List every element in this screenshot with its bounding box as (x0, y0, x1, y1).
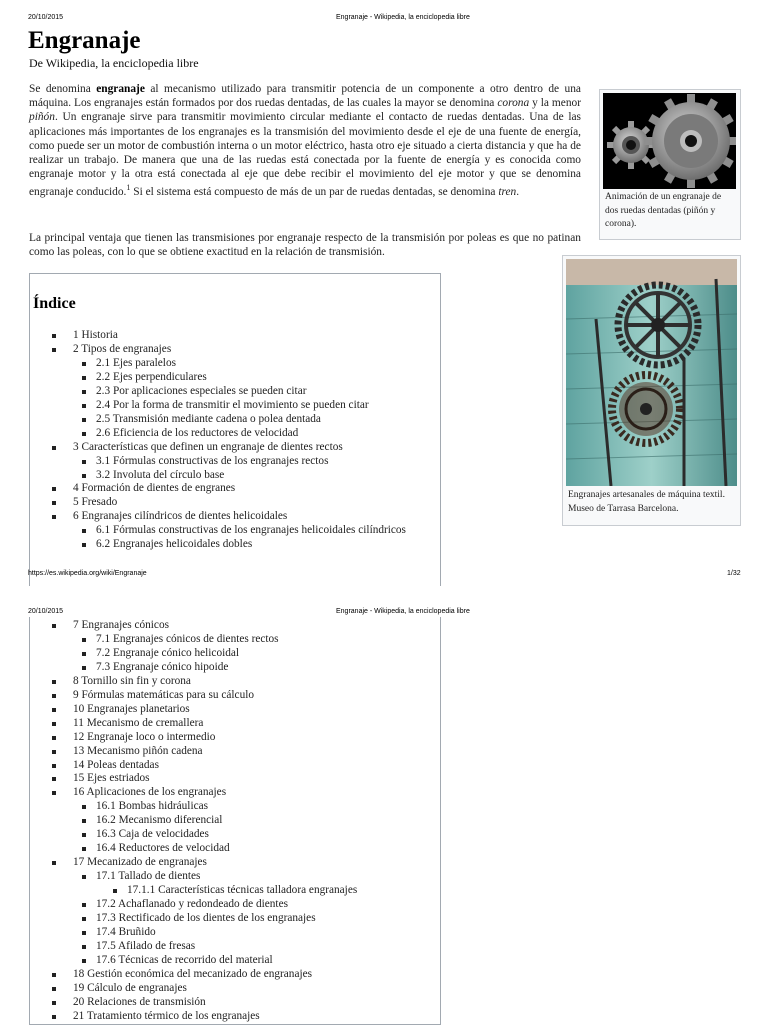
textile-machine-figure (562, 255, 741, 526)
toc-item[interactable]: 21 Tratamiento térmico de los engranajes (30, 1010, 440, 1024)
toc-item[interactable]: 2.2 Ejes perpendiculares (30, 371, 440, 385)
toc-item[interactable]: 7 Engranajes cónicos (30, 619, 440, 633)
toc-item[interactable]: 1 Historia (30, 329, 440, 343)
toc-item[interactable]: 18 Gestión económica del mecanizado de engranajes (30, 968, 440, 982)
page-title: Engranaje (28, 27, 141, 54)
advantage-paragraph: La principal ventaja que tienen las transmisiones por engranaje respecto de la transmisión por poleas es que no patinan como las poleas, con lo que se obtiene exactitud en la relación de transmisión. (29, 232, 581, 259)
toc-item[interactable]: 3.1 Fórmulas constructivas de los engranajes rectos (30, 455, 440, 469)
toc-item[interactable]: 2.5 Transmisión mediante cadena o polea dentada (30, 413, 440, 427)
intro-paragraph: Se denomina engranaje al mecanismo utilizado para transmitir potencia de un componente a otro dentro de una máquina. Los engranajes están formados por dos ruedas dentadas, de las cuales la mayor se denomina corona y la menor piñón. Un engranaje sirve para transmitir movimiento circular mediante el contacto de ruedas dentadas. Una de las aplicaciones más importantes de los engranajes es la transmisión del movimiento desde el eje de una fuente de energía, como puede ser un motor de combustión interna o un motor eléctrico, hasta otro eje situado a cierta distancia y que ha de realizar un trabajo. De manera que una de las ruedas está conectada por la fuente de energía y es conocida como engranaje motor y la otra está conectada al eje que debe recibir el movimiento del eje motor y que se denomina engranaje conducido.$^1$ Si el sistema está compuesto de más de un par de ruedas dentadas, se denomina tren. (29, 83, 581, 199)
toc-item[interactable]: 2.6 Eficiencia de los reductores de velocidad (30, 427, 440, 441)
toc-item[interactable]: 3 Características que definen un engranaje de dientes rectos (30, 441, 440, 455)
toc-item[interactable]: 14 Poleas dentadas (30, 759, 440, 773)
table-of-contents (29, 273, 441, 586)
toc-item[interactable]: 16.3 Caja de velocidades (30, 828, 440, 842)
toc-item[interactable]: 6.2 Engranajes helicoidales dobles (30, 538, 440, 552)
toc-item[interactable]: 9 Fórmulas matemáticas para su cálculo (30, 689, 440, 703)
toc-item[interactable]: 16.2 Mecanismo diferencial (30, 814, 440, 828)
toc-item[interactable]: 17 Mecanizado de engranajes (30, 856, 440, 870)
toc-item[interactable]: 16 Aplicaciones de los engranajes (30, 786, 440, 800)
page-subtitle: De Wikipedia, la enciclopedia libre (29, 56, 199, 70)
page1-header-title: Engranaje - Wikipedia, la enciclopedia libre (336, 14, 470, 21)
toc-item[interactable]: 7.1 Engranajes cónicos de dientes rectos (30, 633, 440, 647)
figure2-caption: Engranajes artesanales de máquina textil. Museo de Tarrasa Barcelona. (568, 490, 725, 514)
toc-item[interactable]: 6 Engranajes cilíndricos de dientes helicoidales (30, 510, 440, 524)
toc-item[interactable]: 7.3 Engranaje cónico hipoide (30, 661, 440, 675)
toc-heading: Índice (33, 295, 76, 312)
page2-header-title: Engranaje - Wikipedia, la enciclopedia libre (336, 608, 470, 615)
toc-item[interactable]: 17.4 Bruñido (30, 926, 440, 940)
term-engranaje: engranaje (96, 83, 145, 95)
table-of-contents-continued (29, 617, 441, 1025)
page2-header-date: 20/10/2015 (28, 608, 64, 615)
gear-animation-image[interactable] (603, 93, 736, 189)
toc-item[interactable]: 20 Relaciones de transmisión (30, 996, 440, 1010)
toc-item[interactable]: 13 Mecanismo piñón cadena (30, 745, 440, 759)
toc-item[interactable]: 17.2 Achaflanado y redondeado de dientes (30, 898, 440, 912)
toc-item[interactable]: 5 Fresado (30, 496, 440, 510)
toc-item[interactable]: 17.3 Rectificado de los dientes de los engranajes (30, 912, 440, 926)
toc-item[interactable]: 10 Engranajes planetarios (30, 703, 440, 717)
toc-item[interactable]: 17.6 Técnicas de recorrido del material (30, 954, 440, 968)
toc-item[interactable]: 2.4 Por la forma de transmitir el movimiento se pueden citar (30, 399, 440, 413)
toc-item[interactable]: 16.1 Bombas hidráulicas (30, 800, 440, 814)
gear-animation-figure (599, 89, 741, 240)
toc-item[interactable]: 15 Ejes estriados (30, 772, 440, 786)
toc-item[interactable]: 4 Formación de dientes de engranes (30, 482, 440, 496)
reference-link[interactable]: 1 (126, 183, 131, 193)
toc-item[interactable]: 8 Tornillo sin fin y corona (30, 675, 440, 689)
toc-item[interactable]: 19 Cálculo de engranajes (30, 982, 440, 996)
textile-machine-image[interactable] (566, 259, 737, 486)
toc-item[interactable]: 2.1 Ejes paralelos (30, 357, 440, 371)
toc-list-page1 (30, 329, 440, 552)
toc-item[interactable]: 3.2 Involuta del círculo base (30, 469, 440, 483)
toc-item[interactable]: 12 Engranaje loco o intermedio (30, 731, 440, 745)
toc-item[interactable]: 17.1 Tallado de dientes (30, 870, 440, 884)
toc-item[interactable]: 16.4 Reductores de velocidad (30, 842, 440, 856)
page1-header-date: 20/10/2015 (28, 14, 64, 21)
figure1-caption: Animación de un engranaje de dos ruedas dentadas (piñón y corona). (605, 192, 722, 229)
toc-item[interactable]: 17.5 Afilado de fresas (30, 940, 440, 954)
toc-item[interactable]: 17.1.1 Características técnicas talladora engranajes (30, 884, 440, 898)
toc-item[interactable]: 11 Mecanismo de cremallera (30, 717, 440, 731)
toc-item[interactable]: 2 Tipos de engranajes (30, 343, 440, 357)
page1-footer-url: https://es.wikipedia.org/wiki/Engranaje (28, 570, 147, 577)
toc-item[interactable]: 7.2 Engranaje cónico helicoidal (30, 647, 440, 661)
toc-item[interactable]: 2.3 Por aplicaciones especiales se pueden citar (30, 385, 440, 399)
toc-list-page2 (30, 619, 440, 1024)
toc-item[interactable]: 6.1 Fórmulas constructivas de los engranajes helicoidales cilíndricos (30, 524, 440, 538)
page1-footer-page: 1/32 (727, 570, 741, 577)
